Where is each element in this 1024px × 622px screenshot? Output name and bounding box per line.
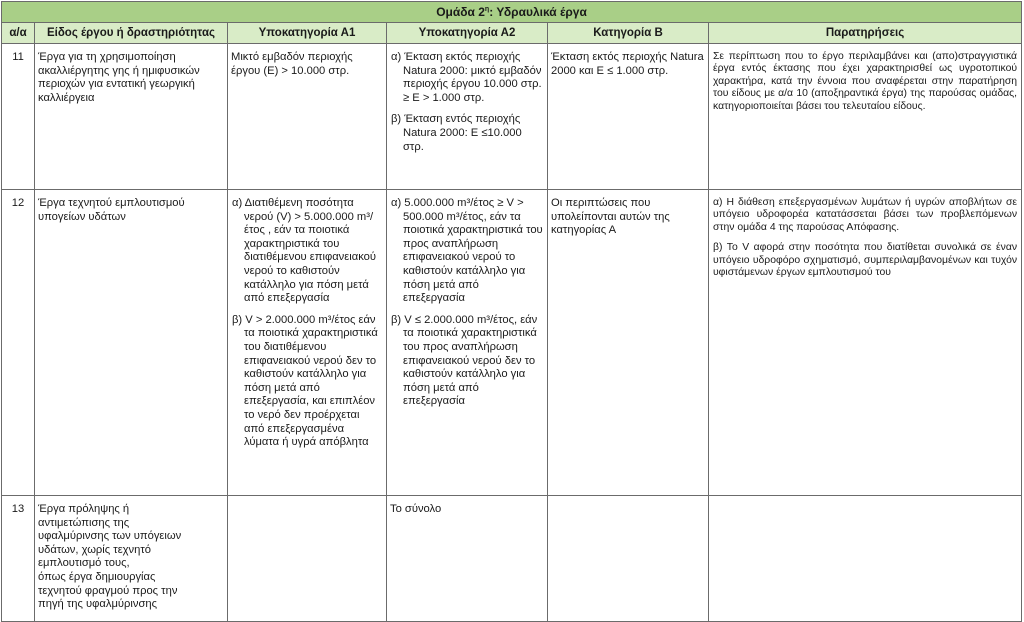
row-a1	[228, 190, 387, 496]
header-aa: α/α	[2, 23, 35, 44]
table-row	[2, 496, 1022, 622]
projects-table	[1, 1, 1022, 622]
row-a1	[228, 496, 387, 622]
row-type: Έργα τεχνητού εμπλουτισμού υπογείων υδάτων	[35, 190, 228, 496]
notes-item-b: β) Το V αφορά στην ποσότητα που διατίθεται συνολικά σε έναν υπόγειο υδροφόρο σχηματισμό, συμπεριλαμβανομένων και τυχόν υφιστάμενων έργων εμπλουτισμού του	[713, 242, 1018, 279]
table-title-row	[2, 2, 1022, 23]
notes-item-a: α) Η διάθεση επεξεργασμένων λυμάτων ή υγρών αποβλήτων σε υπόγειο υδροφορέα κατατάσσεται βάσει των προβλεπόμενων στην ομάδα 4 της παρούσας Απόφασης.	[713, 197, 1018, 233]
row-notes	[709, 190, 1022, 496]
row-type: Έργα πρόληψης ή αντιμετώπισης της υφαλμύρινσης των υπόγειων υδάτων, χωρίς τεχνητό εμπλουτισμό τους, όπως έργα δημιουργίας τεχνητού φραγμού προς την πηγή της υφαλμύρινσης	[35, 496, 228, 622]
header-row	[2, 23, 1022, 44]
header-a2: Υποκατηγορία Α2	[387, 23, 548, 44]
header-type: Είδος έργου ή δραστηριότητας	[35, 23, 228, 44]
a2-item-b: β) Έκταση εντός περιοχής Natura 2000: Ε ≤10.000 στρ.	[391, 113, 522, 153]
row-number: 11	[2, 44, 35, 190]
row-notes: Σε περίπτωση που το έργο περιλαμβάνει και (απο)στραγγιστικά έργα εντός έκτασης που έχει χαρακτηρισθεί ως υγροτοπικού χαρακτήρα, κατά την έννοια που αναφέρεται στην παρατήρηση του είδους με α/α 10 (αποξηραντικά έργα) της παρούσας ομάδας, κατηγοριοποιείται βάσει του τελευταίου είδους.	[709, 44, 1022, 190]
row-number: 12	[2, 190, 35, 496]
table-title: Ομάδα $2^\eta$: Υδραυλικά έργα	[2, 2, 1022, 23]
row-b: Έκταση εκτός περιοχής Natura 2000 και Ε ≤ 1.000 στρ.	[548, 44, 709, 190]
table-row	[2, 190, 1022, 496]
header-b: Κατηγορία Β	[548, 23, 709, 44]
row-type: Έργα για τη χρησιμοποίηση ακαλλιέργητης γης ή ημιφυσικών περιοχών για εντατική γεωργική καλλιέργεια	[35, 44, 228, 190]
row-notes	[709, 496, 1022, 622]
header-notes: Παρατηρήσεις	[709, 23, 1022, 44]
header-a1: Υποκατηγορία Α1	[228, 23, 387, 44]
row-a2	[387, 190, 548, 496]
a2-item-a: α) 5.000.000 m³/έτος ≥ V > 500.000 m³/έτος, εάν τα ποιοτικά χαρακτηριστικά του προς αναπλήρωση επιφανειακού νερού το καθιστούν κατάλληλο για πόση μετά από επεξεργασία	[391, 197, 543, 305]
a1-item-a: α) Διατιθέμενη ποσότητα νερού (V) > 5.000.000 m³/έτος , εάν τα ποιοτικά χαρακτηριστικά του διατιθέμενου επιφανειακού νερού το καθιστούν κατάλληλο για πόση μετά από επεξεργασία	[232, 197, 377, 305]
a2-item-a: α) Έκταση εκτός περιοχής Natura 2000: μικτό εμβαδόν περιοχής έργου 10.000 στρ. ≥ Ε > 1.000 στρ.	[391, 51, 542, 104]
row-a2	[387, 44, 548, 190]
table-row	[2, 44, 1022, 190]
row-a1: Μικτό εμβαδόν περιοχής έργου (Ε) > 10.000 στρ.	[228, 44, 387, 190]
row-b	[548, 496, 709, 622]
row-number: 13	[2, 496, 35, 622]
a2-item-b: β) V ≤ 2.000.000 m³/έτος, εάν τα ποιοτικά χαρακτηριστικά του προς αναπλήρωση επιφανειακού νερού δεν το καθιστούν κατάλληλο για πόση μετά από επεξεργασία	[391, 313, 538, 408]
a1-item-b: β) V > 2.000.000 m³/έτος εάν τα ποιοτικά χαρακτηριστικά του διατιθέμενου επιφανειακού νερού δεν το καθιστούν κατάλληλο για πόση μετά από επεξεργασία, και επιπλέον το νερό δεν προέρχεται από επεξεργασμένα λύματα ή υγρά απόβλητα	[232, 313, 378, 449]
row-b: Οι περιπτώσεις που υπολείπονται αυτών της κατηγορίας Α	[548, 190, 709, 496]
row-a2: Το σύνολο	[387, 496, 548, 622]
